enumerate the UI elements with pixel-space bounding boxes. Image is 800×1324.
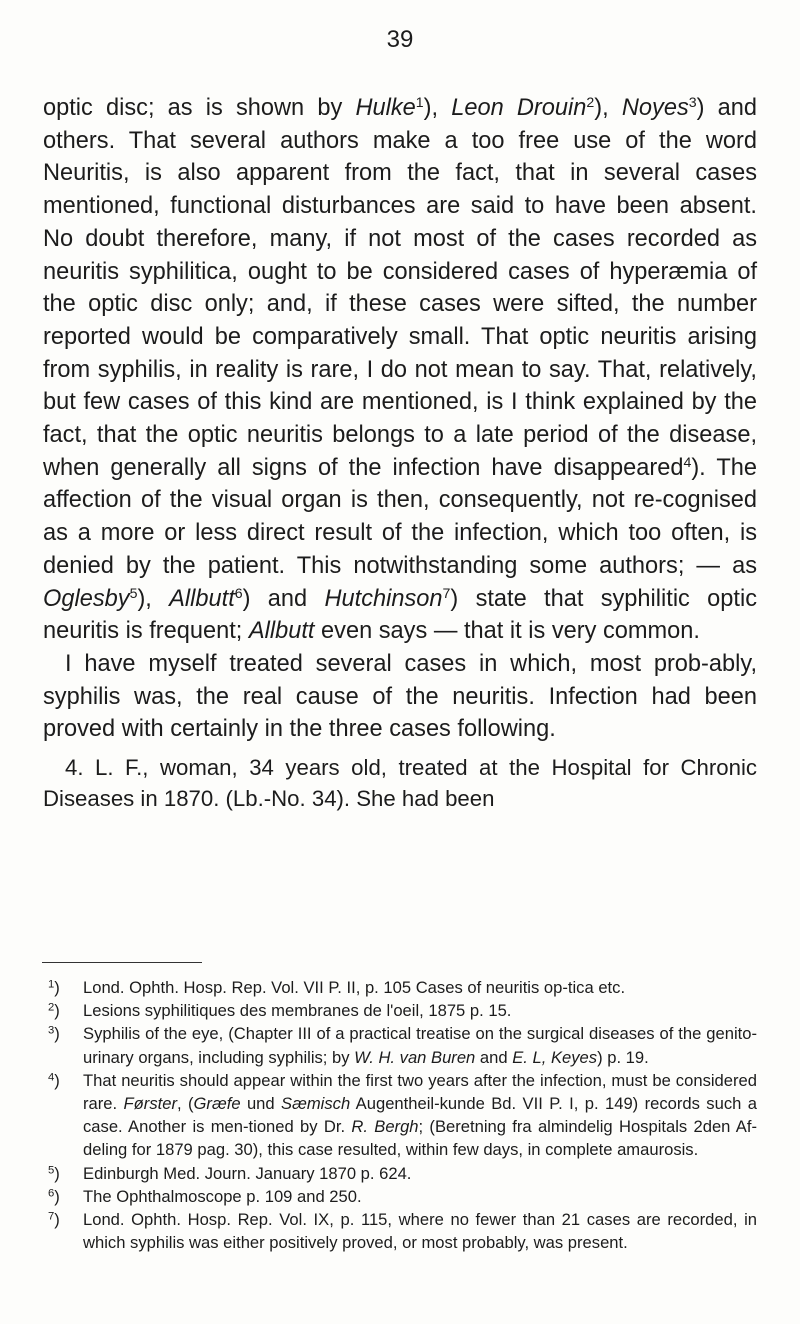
paragraph-case-4: 4. L. F., woman, 34 years old, treated at the Hospital for Chronic Diseases in 1870. (Lb.-No. 34). She had been xyxy=(43,755,757,812)
footnote-4: $^4$) That neuritis should appear within the first two years after the infection, must be considered rare. Førster, (Græfe und Sæmisch Augentheil-kunde Bd. VII P. I, p. 149) records such a case. Another is men-tioned by Dr. R. Bergh; (Beretning fra almindelig Hospitals 2den Af-deling for 1879 pag. 30), this case resulted, within few days, in complete amaurosis. xyxy=(48,1070,757,1160)
footnote-ref: 6 xyxy=(234,585,243,602)
footnote-6: $^6$) The Ophthalmoscope p. 109 and 250. xyxy=(48,1186,362,1206)
footnote-1: $^1$) Lond. Ophth. Hosp. Rep. Vol. VII P. II, p. 105 Cases of neuritis op-tica etc. xyxy=(48,978,626,997)
footnote-ref: 4 xyxy=(683,454,692,471)
footnote-ref: 1 xyxy=(415,95,424,112)
author-name: Allbutt xyxy=(248,618,315,645)
footnote-7: $^7$) Lond. Ophth. Hosp. Rep. Vol. IX, p. 115, where no fewer than 21 cases are recorded, in which syphilis was either positively proved, or most probably, was present. xyxy=(48,1210,757,1253)
footnotes xyxy=(43,976,757,1254)
page-number: 39 xyxy=(386,26,414,53)
footnote-3: $^3$) Syphilis of the eye, (Chapter III of a practical treatise on the surgical diseases of the genito-urinary organs, including syphilis; by W. H. van Buren and E. L, Keyes) p. 19. xyxy=(48,1024,757,1067)
author-name: Hulke xyxy=(355,95,416,121)
author-name: Noyes xyxy=(621,95,689,121)
footnote-2: $^2$) Lesions syphilitiques des membranes de l'oeil, 1875 p. 15. xyxy=(48,1001,512,1021)
author-name: Leon Drouin xyxy=(451,95,587,121)
paragraph-opening: optic disc; as is shown by Hulke$^1$), Leon Drouin$^2$), Noyes$^3$) and others. That several authors make a too free use of the word Neuritis, is also apparent from the fact, that in several cases mentioned, functional disturbances are said to have been absent. No doubt therefore, many, if not most of the cases recorded as neuritis syphilitica, ought to be considered cases of hyperæmia of the optic disc only; and, if these cases were sifted, the number reported would be comparatively small. That optic neuritis arising from syphilis, in reality is rare, I do not mean to say. That, relatively, but few cases of this kind are mentioned, is I think explained by the fact, that the optic neuritis belongs to a late period of the disease, when generally all signs of the infection have disappeared$^4$). The affection of the visual organ is then, consequently, not re-cognised as a more or less direct result of the infection, which too often, is denied by the patient. This notwithstanding some authors; — as Oglesby$^5$), Allbutt$^6$) and Hutchinson$^7$) state that syphilitic optic neuritis is frequent; Allbutt even says — that it is very common. xyxy=(43,95,758,645)
paragraph-own-cases: I have myself treated several cases in which, most prob-ably, syphilis was, the real cause of the neuritis. Infection had been proved with certainly in the three cases following. xyxy=(43,650,757,743)
author-name: Allbutt xyxy=(169,585,235,612)
footnote-divider xyxy=(42,962,202,963)
main-text xyxy=(43,92,757,814)
footnote-ref: 7 xyxy=(442,585,451,602)
footnote-5: $^5$) Edinburgh Med. Journ. January 1870 p. 624. xyxy=(48,1163,412,1183)
author-name: Hutchinson xyxy=(324,585,443,612)
author-name: Oglesby xyxy=(43,585,130,612)
footnote-ref: 5 xyxy=(129,585,138,602)
footnote-ref: 3 xyxy=(688,95,697,112)
footnote-ref: 2 xyxy=(586,95,595,112)
